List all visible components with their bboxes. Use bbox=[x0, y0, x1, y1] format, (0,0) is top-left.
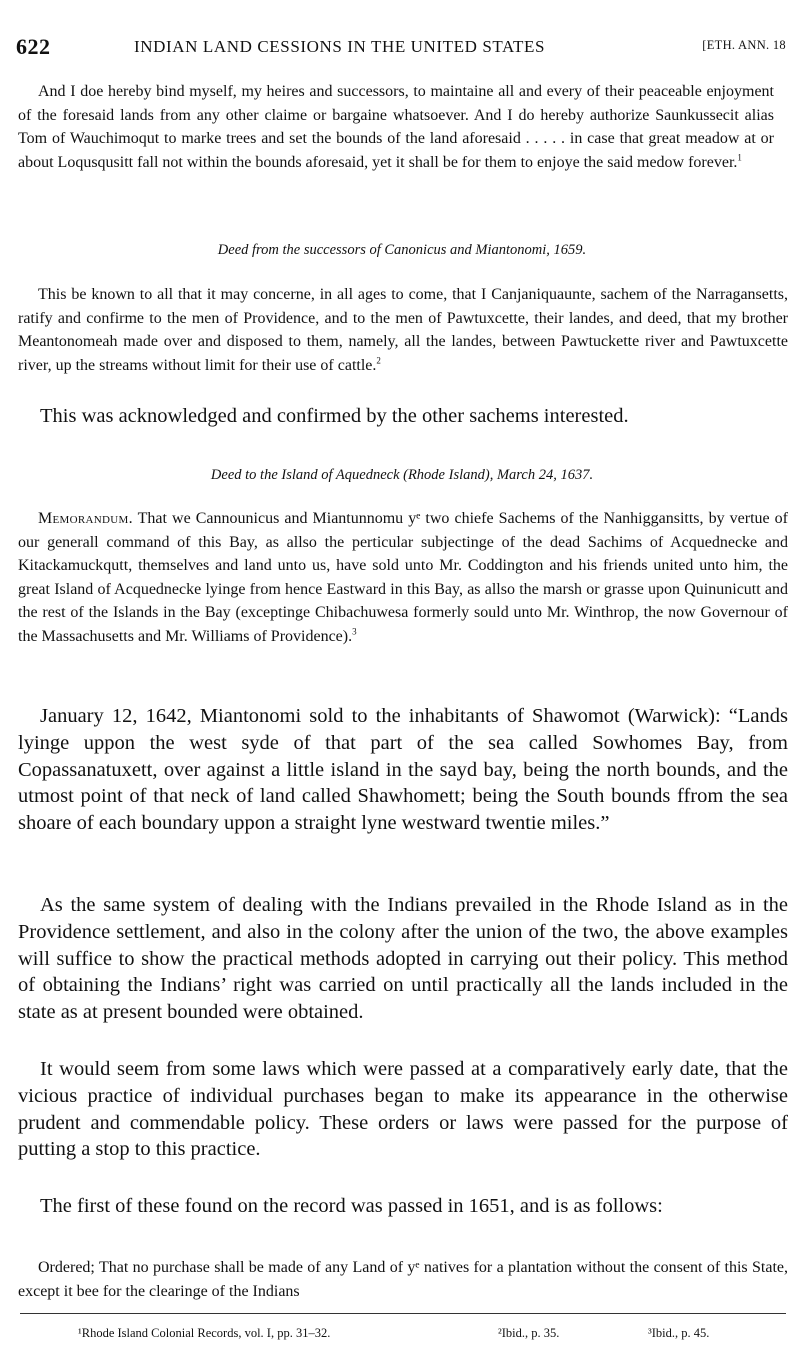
page-number: 622 bbox=[16, 34, 51, 59]
footnote-1: ¹Rhode Island Colonial Records, vol. I, pp. 31–32. bbox=[78, 1326, 331, 1340]
paragraph-system-of-dealing: As the same system of dealing with the Indians prevailed in the Rhode Island as in the Providence settlement, and also in the colony after the union of the two, the above examples will suffice to show the practical methods adopted in carrying out their policy. This method of obtaining the Indians’ right was carried on until practically all the lands included in the state as at present bounded were obtained. bbox=[18, 894, 788, 1024]
footnote-rule bbox=[20, 1313, 786, 1314]
paragraph-shawomot: January 12, 1642, Miantonomi sold to the inhabitants of Shawomot (Warwick): “Lands lyinge uppon the west syde of that part of the sea called Sowhomes Bay, from Copassanatuxett, over against a little island in the sayd bay, being the north bounds, and the utmost point of that neck of land called Shawhomett; being the South bounds ffrom the sea shoare of each boundary uppon a straight lyne westward twentie miles.” bbox=[18, 705, 788, 835]
footnote-3: ³Ibid., p. 45. bbox=[648, 1326, 710, 1340]
running-title: INDIAN LAND CESSIONS IN THE UNITED STATES bbox=[134, 37, 546, 56]
paragraph-memorandum: Memorandum. That we Cannounicus and Miantunnomu yᵉ two chiefe Sachems of the Nanhiggansitts, by vertue of our generall command of this Bay, as allso the perticular subjectinge of the dead Sachims of Acquednecke and Kitackamuckqutt, themselves and land unto us, have sold unto Mr. Coddington and his friends united unto him, the great Island of Acquednecke lyinge from hence Eastward in this Bay, as allso the marsh or grasse upon Quinunicutt and the rest of the Islands in the Bay (exceptinge Chibachuwesa formerly sould unto Mr. Winthrop, the now Governour of the Massachusetts and Mr. Williams of Providence).$^3$ bbox=[18, 510, 789, 645]
caption-deed-1659: Deed from the successors of Canonicus and Miantonomi, 1659. bbox=[217, 242, 587, 258]
paragraph-deed-1659: This be known to all that it may concerne, in all ages to come, that I Canjaniquaunte, sachem of the Narragansetts, ratify and confirme to the men of Providence, and to the men of Pawtuxcette, their landes, and deed, that my brother Meantonomeah made over and disposed to them, namely, all the landes, between Pawtuckette river and Pawtuxcette river, up the streams without limit for their use of cattle.$^2$ bbox=[18, 286, 788, 374]
caption-aquedneck-1637: Deed to the Island of Aquedneck (Rhode Island), March 24, 1637. bbox=[210, 467, 594, 483]
footnote-2: ²Ibid., p. 35. bbox=[498, 1326, 560, 1340]
running-right: [ETH. ANN. 18 bbox=[702, 38, 786, 52]
paragraph-vicious-practice: It would seem from some laws which were passed at a comparatively early date, that the vicious practice of individual purchases began to make its appearance in the otherwise prudent and commendable policy. These orders or laws were passed for the purpose of putting a stop to this practice. bbox=[18, 1058, 788, 1161]
footnote-marker: 3 bbox=[352, 626, 357, 637]
paragraph-bind-heirs: And I doe hereby bind myself, my heires and successors, to maintaine all and every of their peaceable enjoyment of the foresaid lands from any other claime or bargaine whatsoever. And I do hereby authorize Saunkussecit alias Tom of Wauchimoqut to marke trees and set the bounds of the land aforesaid . . . . . in case that great meadow at or about Loqusqusitt fall not within the bounds aforesaid, yet it shall be for them to enjoye the said medow forever.$^1$ bbox=[18, 83, 774, 171]
footnote-marker: 2 bbox=[376, 355, 381, 366]
paragraph-acknowledged: This was acknowledged and confirmed by the other sachems interested. bbox=[40, 405, 629, 427]
footnote-marker: 1 bbox=[737, 152, 742, 163]
memorandum-label: Memorandum. bbox=[38, 510, 133, 527]
page-header bbox=[16, 34, 786, 60]
paragraph-first-law: The first of these found on the record was passed in 1651, and is as follows: bbox=[40, 1195, 663, 1217]
paragraph-ordered: Ordered; That no purchase shall be made of any Land of yᵉ natives for a plantation without the consent of this State, except it bee for the clearinge of the Indians bbox=[18, 1259, 788, 1300]
footnotes bbox=[78, 1326, 778, 1344]
